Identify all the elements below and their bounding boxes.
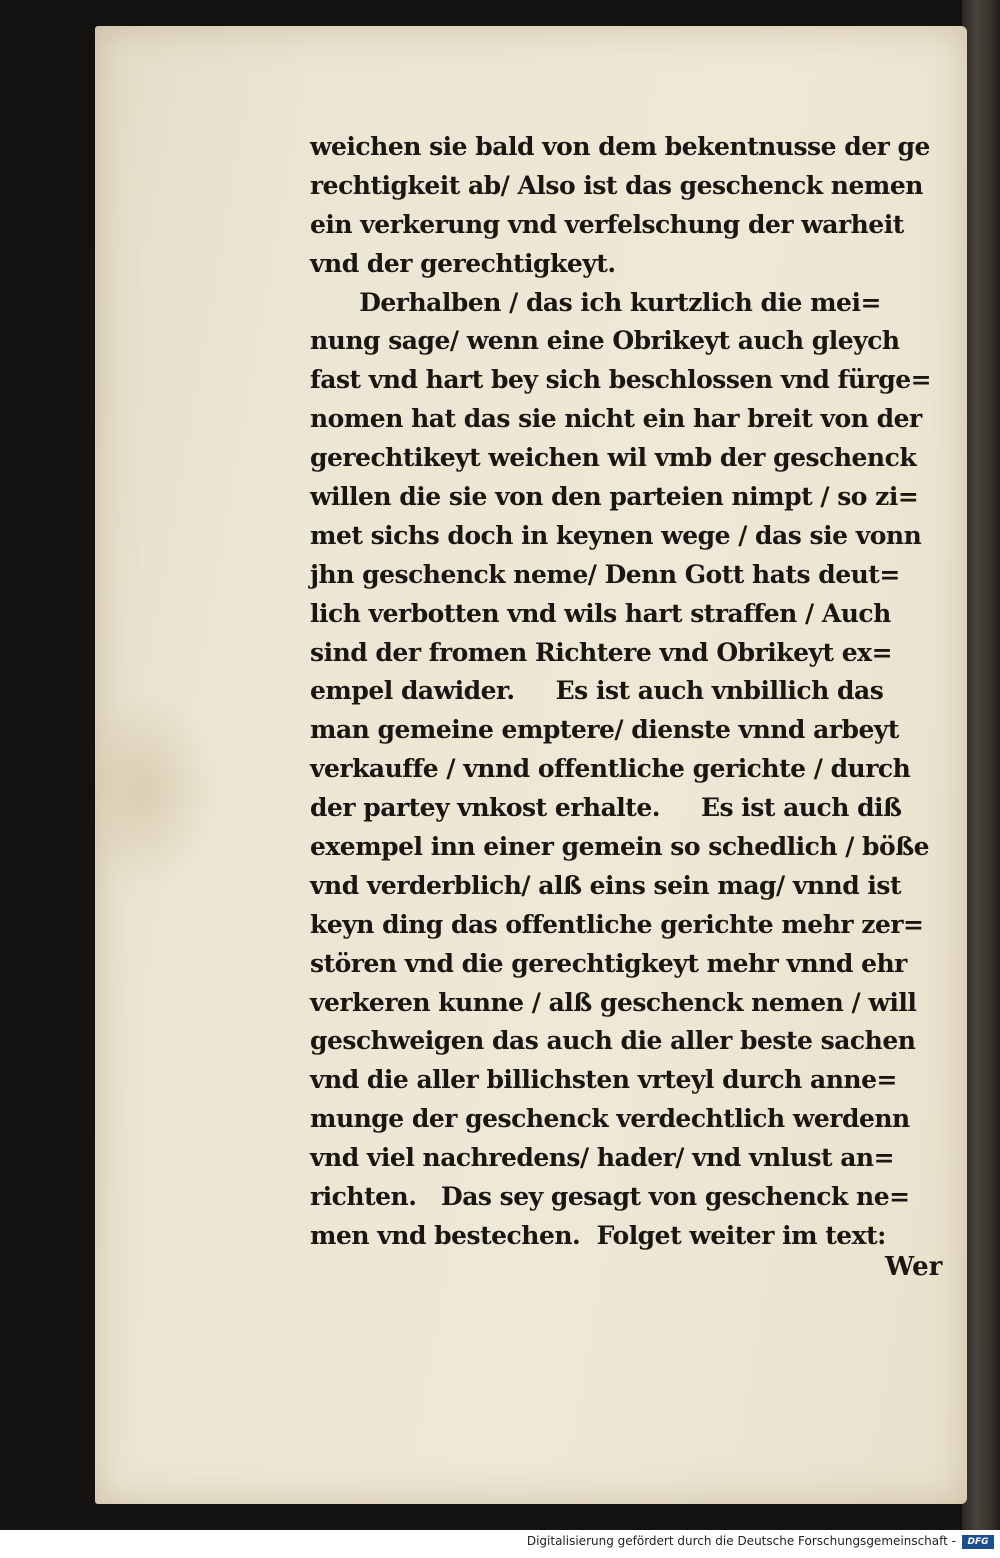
text-line: men vnd bestechen. Folget weiter im text: bbox=[310, 1220, 886, 1250]
text-line: keyn ding das offentliche gerichte mehr zer= bbox=[310, 909, 924, 939]
text-line: vnd der gerechtigkeyt. bbox=[310, 248, 616, 278]
text-line: der partey vnkost erhalte. Es ist auch diß bbox=[310, 793, 902, 823]
text-line: geschweigen das auch die aller beste sachen bbox=[310, 1026, 916, 1056]
text-line: nung sage/ wenn eine Obrikeyt auch gleych bbox=[310, 326, 900, 356]
text-line: empel dawider. Es ist auch vnbillich das bbox=[310, 676, 884, 706]
book-binding-edge bbox=[962, 0, 1000, 1530]
text-line: exempel inn einer gemein so schedlich / böße bbox=[310, 832, 930, 862]
funding-credit: Digitalisierung gefördert durch die Deutsche Forschungsgemeinschaft - bbox=[526, 1534, 956, 1548]
text-line: vnd viel nachredens/ hader/ vnd vnlust an= bbox=[310, 1143, 895, 1173]
text-line: Derhalben / das ich kurtzlich die mei= bbox=[310, 287, 881, 317]
text-line: richten. Das sey gesagt von geschenck ne= bbox=[310, 1182, 910, 1212]
text-line: stören vnd die gerechtigkeyt mehr vnnd ehr bbox=[310, 948, 907, 978]
text-line: gerechtikeyt weichen wil vmb der geschenck bbox=[310, 443, 917, 473]
text-line: munge der geschenck verdechtlich werdenn bbox=[310, 1104, 910, 1134]
page-stain bbox=[95, 690, 215, 890]
text-line: man gemeine emptere/ dienste vnnd arbeyt bbox=[310, 715, 899, 745]
text-line: vnd verderblich/ alß eins sein mag/ vnnd ist bbox=[310, 870, 902, 900]
text-line: ein verkerung vnd verfelschung der warheit bbox=[310, 209, 904, 239]
page-text bbox=[310, 128, 960, 1256]
text-line: lich verbotten vnd wils hart straffen / Auch bbox=[310, 598, 891, 628]
catchword: Wer bbox=[885, 1252, 943, 1282]
text-line: willen die sie von den parteien nimpt / so zi= bbox=[310, 482, 919, 512]
text-line: jhn geschenck neme/ Denn Gott hats deut= bbox=[310, 559, 900, 589]
text-line: verkauffe / vnnd offentliche gerichte / durch bbox=[310, 754, 911, 784]
text-line: verkeren kunne / alß geschenck nemen / will bbox=[310, 987, 917, 1017]
text-line: sind der fromen Richtere vnd Obrikeyt ex= bbox=[310, 637, 893, 667]
dfg-logo: DFG bbox=[962, 1535, 994, 1549]
text-line: rechtigkeit ab/ Also ist das geschenck nemen bbox=[310, 170, 923, 200]
text-line: weichen sie bald von dem bekentnusse der ge bbox=[310, 132, 930, 161]
footer-bar bbox=[0, 1530, 1000, 1558]
text-line: vnd die aller billichsten vrteyl durch anne= bbox=[310, 1065, 897, 1095]
text-line: fast vnd hart bey sich beschlossen vnd fürge= bbox=[310, 365, 932, 395]
text-line: met sichs doch in keynen wege / das sie vonn bbox=[310, 520, 922, 550]
text-line: nomen hat das sie nicht ein har breit von der bbox=[310, 404, 922, 434]
